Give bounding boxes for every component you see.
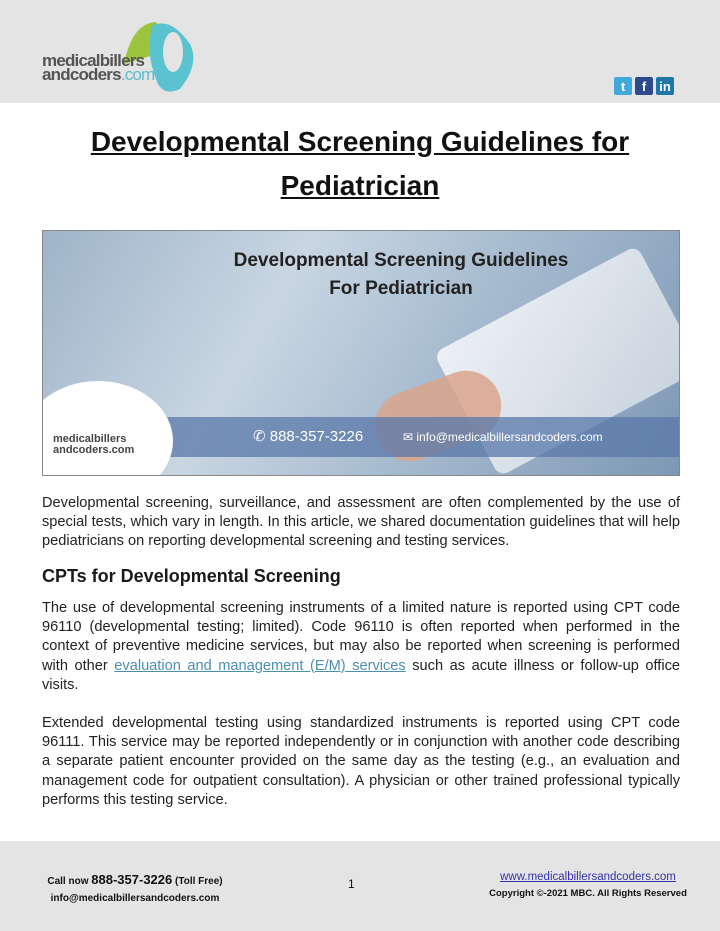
call-label: Call now <box>47 876 92 887</box>
banner-logo-circle <box>42 381 173 476</box>
page-footer <box>0 841 720 931</box>
logo-text-com: .com <box>120 65 155 84</box>
intro-paragraph: Developmental screening, surveillance, and assessment are often complemented by the use of special tests, which vary in length. In this article, we shared documentation guidelines that will help pediatricians on reporting developmental screening and testing services. <box>42 495 680 550</box>
banner-logo <box>53 434 134 456</box>
logo-text-line2: andcoders <box>42 65 121 84</box>
mail-icon: ✉ <box>403 430 417 444</box>
page-header <box>0 0 720 103</box>
em-services-link[interactable]: evaluation and management (E/M) services <box>114 657 406 674</box>
twitter-icon[interactable]: t <box>614 77 632 95</box>
cpt-paragraph-1 <box>42 599 680 695</box>
logo-text-line1: medicalbillers <box>42 51 145 70</box>
page-title <box>0 120 720 208</box>
section-heading: CPTs for Developmental Screening <box>42 566 341 586</box>
facebook-icon[interactable]: f <box>635 77 653 95</box>
footer-phone: 888-357-3226 <box>91 872 173 887</box>
copyright: Copyright ©-2021 MBC. All Rights Reserved <box>489 888 687 899</box>
footer-site <box>488 869 688 902</box>
linkedin-icon[interactable]: in <box>656 77 674 95</box>
footer-contact <box>40 871 230 907</box>
phone-icon: ✆ <box>253 428 270 445</box>
p1-text: The use of developmental screening instruments of a limited nature is reported using CPT code 96110 (developmental testing; limited). Code 96110 is often reported when performed in the context of preventive medicine services, but may also be reported when screening is performed with other <box>42 600 680 674</box>
banner-logo-line1: medicalbillers <box>53 433 127 445</box>
page-number: 1 <box>348 877 355 891</box>
banner-title-line1: Developmental Screening Guidelines <box>233 250 569 271</box>
banner-email <box>403 430 603 444</box>
toll-free-label: (Toll Free) <box>172 876 223 887</box>
p1-text-end: such as acute illness or follow-up office visits. <box>42 657 680 693</box>
title-line2: Pediatrician <box>280 170 440 201</box>
website-link[interactable]: www.medicalbillersandcoders.com <box>500 871 676 883</box>
banner-phone-text: 888-357-3226 <box>269 428 364 445</box>
social-links <box>614 77 674 95</box>
banner-image <box>42 230 680 476</box>
banner-email-text: info@medicalbillersandcoders.com <box>416 430 603 444</box>
footer-email: info@medicalbillersandcoders.com <box>50 893 220 904</box>
cpt-paragraph-2: Extended developmental testing using standardized instruments is reported using CPT code 96111. This service may be reported independently or in conjunction with another code describing a separate patient encounter provided on the same day as the testing (e.g., an evaluation and management code for outpatient consultation). A physician or other trained professional typically performs this testing service. <box>42 715 680 808</box>
company-logo[interactable] <box>40 14 210 94</box>
banner-title-line2: For Pediatrician <box>329 278 473 299</box>
title-line1: Developmental Screening Guidelines for <box>90 126 630 157</box>
banner-title <box>43 247 679 303</box>
banner-phone <box>253 427 363 445</box>
banner-logo-line2: andcoders.com <box>53 444 135 456</box>
